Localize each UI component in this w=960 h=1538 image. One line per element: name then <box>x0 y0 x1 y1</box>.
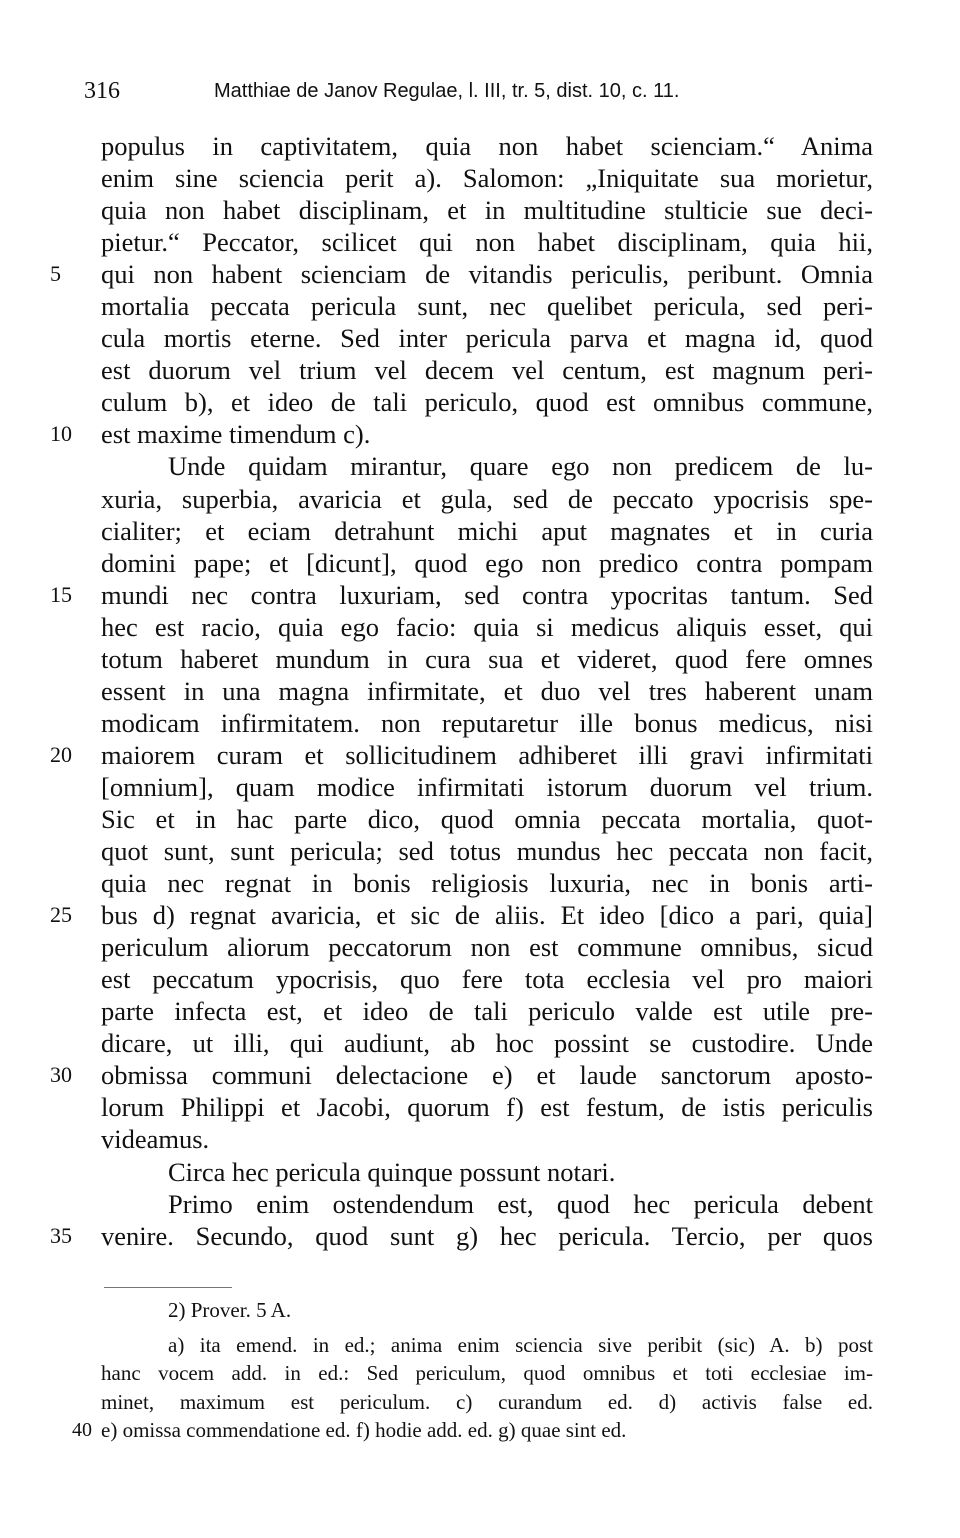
footnote-text: 2) Prover. 5 A. <box>168 1298 292 1322</box>
footnote-line <box>0 1359 960 1388</box>
line-number: 15 <box>50 581 72 607</box>
line-text: dicare, ut illi, qui audiunt, ab hoc possint se custodire. Unde <box>101 1028 873 1059</box>
text-line <box>0 1027 960 1059</box>
line-number: 20 <box>50 741 72 767</box>
text-line <box>0 707 960 739</box>
line-number: 5 <box>50 261 61 287</box>
text-line <box>0 803 960 835</box>
text-line <box>0 258 960 290</box>
text-line <box>0 483 960 515</box>
line-text: cula mortis eterne. Sed inter pericula parva et magna id, quod <box>101 323 873 354</box>
text-line <box>0 162 960 194</box>
footnote-text: hanc vocem add. in ed.: Sed periculum, quod omnibus et toti ecclesiae im- <box>101 1361 873 1385</box>
line-text: populus in captivitatem, quia non habet scienciam.“ Anima <box>101 131 873 161</box>
text-line <box>0 1059 960 1091</box>
line-text: essent in una magna infirmitate, et duo vel tres haberent unam <box>101 675 873 706</box>
text-line <box>0 1220 960 1252</box>
text-line <box>0 1188 960 1220</box>
line-text: est duorum vel trium vel decem vel centum, est magnum peri- <box>101 355 873 386</box>
line-text: periculum aliorum peccatorum non est commune omnibus, sicud <box>101 932 873 963</box>
line-number: 35 <box>50 1222 72 1248</box>
line-text: modicam infirmitatem. non reputaretur ille bonus medicus, nisi <box>101 707 873 738</box>
text-line <box>0 579 960 611</box>
text-line <box>0 418 960 450</box>
line-text: maiorem curam et sollicitudinem adhiberet illi gravi infirmitati <box>101 739 873 770</box>
text-line <box>0 1123 960 1155</box>
text-line <box>0 130 960 162</box>
line-text: domini pape; et [dicunt], quod ego non predico contra pompam <box>101 547 873 578</box>
text-line <box>0 194 960 226</box>
line-number: 25 <box>50 902 72 928</box>
text-line <box>0 963 960 995</box>
footnote-text: a) ita emend. in ed.; anima enim sciencia sive peribit (sic) A. b) post <box>168 1332 873 1357</box>
line-text: est maxime timendum c). <box>101 419 371 450</box>
line-number: 10 <box>50 421 72 447</box>
footnote-divider <box>104 1287 232 1288</box>
line-number: 30 <box>50 1062 72 1088</box>
text-line <box>0 354 960 386</box>
text-line <box>0 835 960 867</box>
text-line <box>0 386 960 418</box>
text-line <box>0 611 960 643</box>
text-line <box>0 322 960 354</box>
text-line <box>0 995 960 1027</box>
footnote-text: minet, maximum est periculum. c) curandum ed. d) activis false ed. <box>101 1389 873 1414</box>
line-text: hec est racio, quia ego facio: quia si medicus aliquis esset, qui <box>101 611 873 642</box>
text-line <box>0 450 960 482</box>
running-title: Matthiae de Janov Regulae, l. III, tr. 5, dist. 10, c. 11. <box>214 80 680 102</box>
line-text: obmissa communi delectacione e) et laude sanctorum aposto- <box>101 1060 873 1091</box>
line-text: qui non habent scienciam de vitandis periculis, peribunt. Omnia <box>101 259 873 290</box>
page-header <box>84 78 884 108</box>
line-text: quia nec regnat in bonis religiosis luxuria, nec in bonis arti- <box>101 868 873 899</box>
text-line <box>0 1156 960 1188</box>
line-text: venire. Secundo, quod sunt g) hec pericula. Tercio, per quos <box>101 1220 873 1251</box>
page-number: 316 <box>84 78 120 104</box>
line-text: Primo enim ostendendum est, quod hec pericula debent <box>168 1188 873 1219</box>
line-text: bus d) regnat avaricia, et sic de aliis. Et ideo [dico a pari, quia] <box>101 900 873 931</box>
text-line <box>0 675 960 707</box>
text-line <box>0 899 960 931</box>
line-text: culum b), et ideo de tali periculo, quod est omnibus commune, <box>101 387 873 418</box>
footnote-text: e) omissa commendatione ed. f) hodie add. ed. g) quae sint ed. <box>101 1418 627 1442</box>
line-text: lorum Philippi et Jacobi, quorum f) est festum, de istis periculis <box>101 1092 873 1123</box>
footnote-line <box>0 1416 960 1445</box>
line-text: videamus. <box>101 1124 210 1155</box>
line-text: quia non habet disciplinam, et in multitudine stulticie sue deci- <box>101 195 873 226</box>
line-text: Circa hec pericula quinque possunt notari. <box>168 1156 616 1187</box>
text-line <box>0 547 960 579</box>
footnote-line <box>0 1388 960 1417</box>
text-line <box>0 515 960 547</box>
line-text: parte infecta est, et ideo de tali periculo valde est utile pre- <box>101 996 873 1027</box>
line-text: quot sunt, sunt pericula; sed totus mundus hec peccata non facit, <box>101 836 873 867</box>
line-number: 40 <box>72 1419 92 1441</box>
footnote-line <box>0 1296 960 1325</box>
line-text: Sic et in hac parte dico, quod omnia peccata mortalia, quot- <box>101 803 873 834</box>
line-text: est peccatum ypocrisis, quo fere tota ecclesia vel pro maiori <box>101 964 873 995</box>
line-text: enim sine sciencia perit a). Salomon: „Iniquitate sua morietur, <box>101 163 873 194</box>
text-line <box>0 867 960 899</box>
text-line <box>0 1091 960 1123</box>
text-line <box>0 290 960 322</box>
line-text: mundi nec contra luxuriam, sed contra ypocritas tantum. Sed <box>101 579 873 610</box>
footnote-line <box>0 1331 960 1360</box>
text-line <box>0 931 960 963</box>
line-text: mortalia peccata pericula sunt, nec quelibet pericula, sed peri- <box>101 291 873 322</box>
text-line <box>0 739 960 771</box>
text-line <box>0 771 960 803</box>
line-text: [omnium], quam modice infirmitati istorum duorum vel trium. <box>101 771 873 802</box>
text-line <box>0 226 960 258</box>
footnotes <box>0 1296 960 1445</box>
line-text: cialiter; et eciam detrahunt michi aput magnates et in curia <box>101 515 873 546</box>
text-line <box>0 643 960 675</box>
line-text: totum haberet mundum in cura sua et videret, quod fere omnes <box>101 643 873 674</box>
main-text <box>0 130 960 1252</box>
line-text: Unde quidam mirantur, quare ego non predicem de lu- <box>168 451 873 482</box>
line-text: pietur.“ Peccator, scilicet qui non habet disciplinam, quia hii, <box>101 227 873 258</box>
line-text: xuria, superbia, avaricia et gula, sed de peccato ypocrisis spe- <box>101 483 873 514</box>
